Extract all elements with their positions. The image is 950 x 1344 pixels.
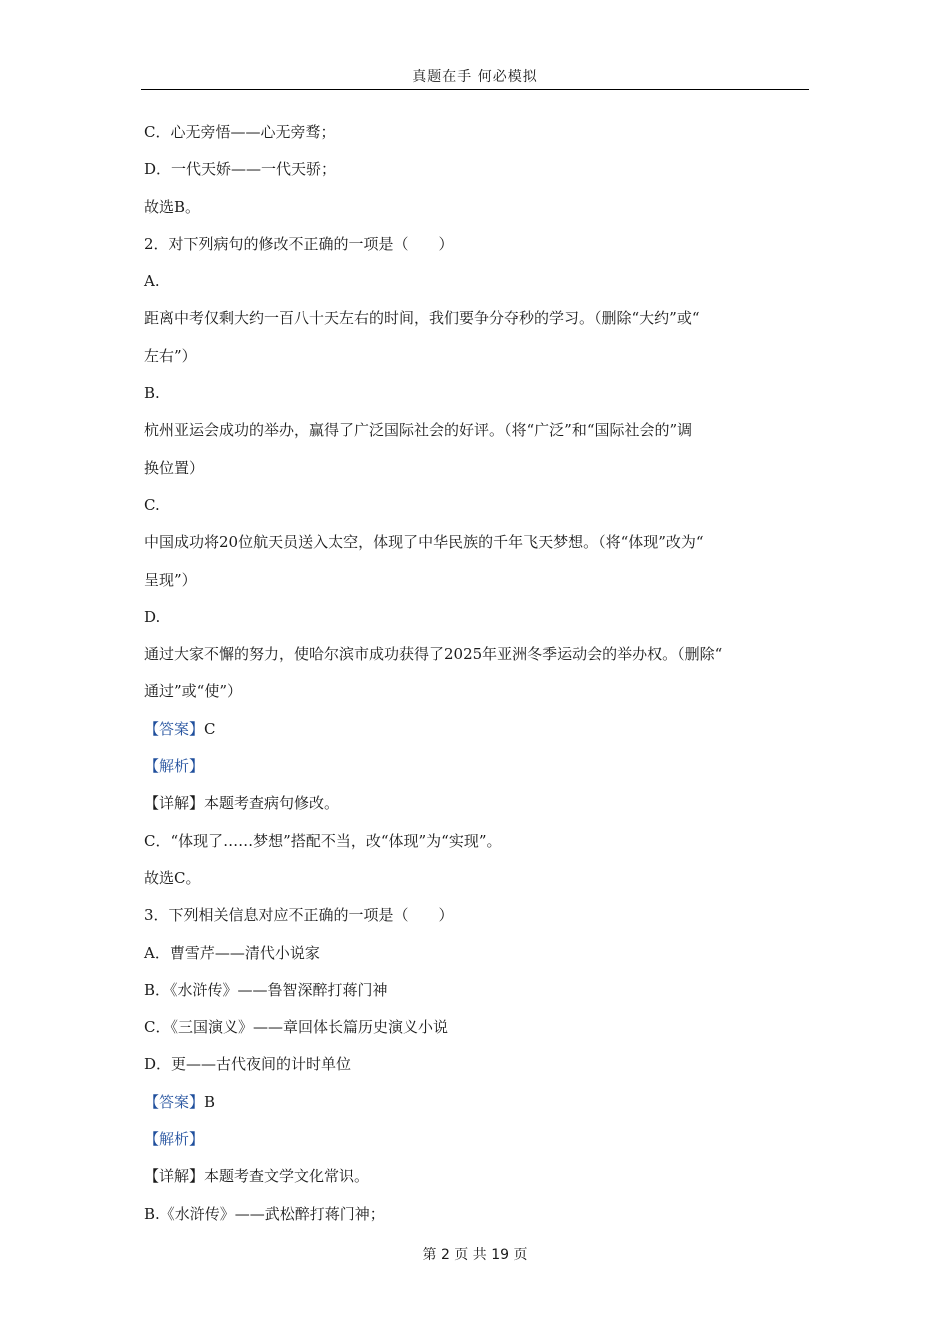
question-3-stem: 3．下列相关信息对应不正确的一项是（ ） bbox=[144, 906, 454, 925]
q3-option-d: D．更——古代夜间的计时单位 bbox=[144, 1055, 352, 1074]
q3-option-a: A．曹雪芹——清代小说家 bbox=[144, 943, 320, 962]
option-b-label: B. bbox=[144, 384, 160, 403]
option-d-label: D. bbox=[144, 607, 161, 626]
answer-tag: 【答案】 bbox=[144, 1092, 205, 1111]
q3-answer bbox=[144, 1084, 809, 1121]
q2-detail: 故选C。 bbox=[144, 868, 201, 887]
q2-answer bbox=[144, 711, 809, 748]
answer-tag: 【答案】 bbox=[144, 719, 205, 738]
answer-value: B bbox=[204, 1092, 216, 1111]
option-b-text: 杭州亚运会成功的举办，赢得了广泛国际社会的好评。（将“广泛”和“国际社会的”调 bbox=[144, 421, 693, 440]
option-d-text: 通过大家不懈的努力，使哈尔滨市成功获得了2025年亚洲冬季运动会的举办权。（删除“ bbox=[144, 645, 723, 664]
text-line: C．心无旁悟——心无旁骛； bbox=[144, 123, 336, 141]
q2-detail: C．“体现了……梦想”搭配不当，改“体现”为“实现”。 bbox=[144, 831, 502, 850]
answer-value: C bbox=[204, 719, 216, 738]
q3-detail: 【详解】本题考查文学文化常识。 bbox=[144, 1167, 370, 1186]
question-2-stem: 2．对下列病句的修改不正确的一项是（ ） bbox=[144, 234, 454, 253]
option-a-label: A. bbox=[144, 272, 160, 291]
q3-detail: B.《水浒传》——武松醉打蒋门神； bbox=[144, 1204, 385, 1223]
page-number: 第 2 页 共 19 页 bbox=[422, 1247, 528, 1263]
q3-option-b: B．《水浒传》——鲁智深醉打蒋门神 bbox=[144, 980, 388, 999]
text-line: 故选B。 bbox=[144, 197, 201, 216]
document-body bbox=[144, 114, 809, 1233]
q3-analysis-tag: 【解析】 bbox=[144, 1130, 205, 1149]
q2-detail: 【详解】本题考查病句修改。 bbox=[144, 794, 340, 813]
header-divider bbox=[141, 89, 809, 90]
option-c-text: 呈现”） bbox=[144, 570, 197, 589]
q3-option-c: C．《三国演义》——章回体长篇历史演义小说 bbox=[144, 1018, 448, 1037]
text-line: D．一代天娇——一代天骄； bbox=[144, 160, 337, 179]
option-a-text: 左右”） bbox=[144, 346, 197, 365]
option-d-text: 通过”或“使”） bbox=[144, 682, 243, 701]
q2-analysis-tag: 【解析】 bbox=[144, 757, 205, 776]
option-c-text: 中国成功将20位航天员送入太空，体现了中华民族的千年飞天梦想。（将“体现”改为“ bbox=[144, 533, 704, 552]
option-c-label: C. bbox=[144, 495, 160, 514]
option-a-text: 距离中考仅剩大约一百八十天左右的时间，我们要争分夺秒的学习。（删除“大约”或“ bbox=[144, 309, 700, 328]
page-header: 真题在手 何必模拟 bbox=[412, 69, 538, 85]
option-b-text: 换位置） bbox=[144, 458, 205, 477]
